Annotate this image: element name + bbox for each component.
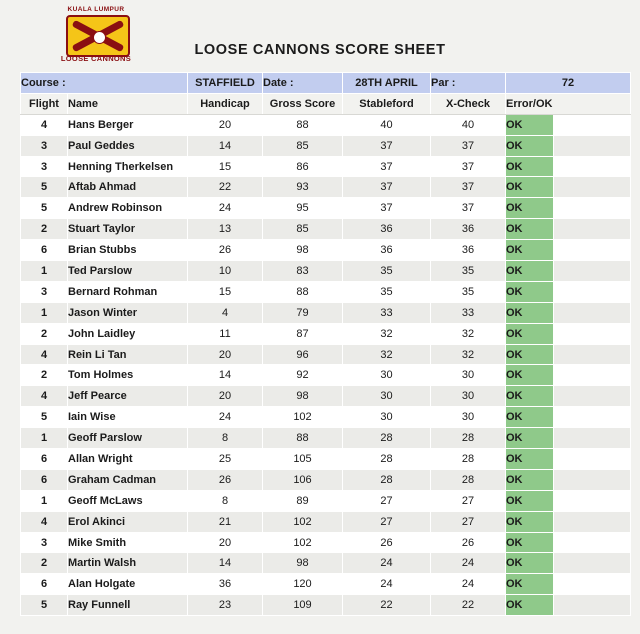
table-row	[21, 553, 631, 574]
cell-stableford: 30	[343, 407, 431, 428]
table-row	[21, 386, 631, 407]
cell-gross: 120	[263, 574, 343, 595]
cell-xcheck: 24	[431, 574, 506, 595]
cell-flight: 1	[21, 302, 68, 323]
cell-flight: 4	[21, 114, 68, 135]
cell-xcheck: 24	[431, 553, 506, 574]
cell-name: Geoff Parslow	[68, 428, 188, 449]
cell-stableford: 22	[343, 595, 431, 616]
table-row	[21, 595, 631, 616]
cell-flight: 2	[21, 323, 68, 344]
table-row	[21, 281, 631, 302]
cell-flight: 1	[21, 428, 68, 449]
status-badge: OK	[506, 219, 554, 240]
cell-gross: 92	[263, 365, 343, 386]
cell-xcheck: 37	[431, 156, 506, 177]
status-badge: OK	[506, 177, 554, 198]
cell-xcheck: 30	[431, 365, 506, 386]
cell-spacer	[554, 177, 631, 198]
column-header-gross: Gross Score	[263, 93, 343, 114]
cell-flight: 1	[21, 261, 68, 282]
status-badge: OK	[506, 449, 554, 470]
cell-spacer	[554, 344, 631, 365]
cell-gross: 86	[263, 156, 343, 177]
cell-xcheck: 27	[431, 490, 506, 511]
cell-stableford: 37	[343, 198, 431, 219]
cell-stableford: 30	[343, 365, 431, 386]
status-badge: OK	[506, 344, 554, 365]
cell-gross: 102	[263, 532, 343, 553]
cell-handicap: 26	[188, 469, 263, 490]
status-badge: OK	[506, 135, 554, 156]
cell-gross: 87	[263, 323, 343, 344]
cell-name: Jeff Pearce	[68, 386, 188, 407]
cell-xcheck: 30	[431, 407, 506, 428]
cell-xcheck: 35	[431, 281, 506, 302]
score-rows	[21, 114, 631, 615]
cell-flight: 5	[21, 198, 68, 219]
cell-handicap: 11	[188, 323, 263, 344]
cell-spacer	[554, 553, 631, 574]
cell-gross: 106	[263, 469, 343, 490]
cell-stableford: 35	[343, 281, 431, 302]
column-header-flight: Flight	[21, 93, 68, 114]
table-row	[21, 344, 631, 365]
cell-name: Bernard Rohman	[68, 281, 188, 302]
cell-handicap: 14	[188, 365, 263, 386]
cell-flight: 5	[21, 177, 68, 198]
column-header-error: Error/OK	[506, 93, 631, 114]
table-row	[21, 240, 631, 261]
cell-stableford: 36	[343, 219, 431, 240]
cell-gross: 79	[263, 302, 343, 323]
cell-gross: 96	[263, 344, 343, 365]
table-row	[21, 156, 631, 177]
cell-gross: 85	[263, 135, 343, 156]
cell-stableford: 27	[343, 511, 431, 532]
cell-xcheck: 33	[431, 302, 506, 323]
table-row	[21, 177, 631, 198]
date-value: 28TH APRIL	[343, 73, 431, 94]
table-row	[21, 219, 631, 240]
cell-spacer	[554, 281, 631, 302]
cell-stableford: 37	[343, 135, 431, 156]
cell-flight: 3	[21, 156, 68, 177]
cell-gross: 98	[263, 386, 343, 407]
cell-gross: 102	[263, 511, 343, 532]
cell-handicap: 14	[188, 553, 263, 574]
status-badge: OK	[506, 114, 554, 135]
status-badge: OK	[506, 302, 554, 323]
cell-stableford: 36	[343, 240, 431, 261]
table-row	[21, 198, 631, 219]
cell-xcheck: 40	[431, 114, 506, 135]
table-row	[21, 428, 631, 449]
table-row	[21, 469, 631, 490]
cell-stableford: 40	[343, 114, 431, 135]
cell-flight: 4	[21, 386, 68, 407]
date-label: Date :	[263, 73, 343, 94]
cell-xcheck: 36	[431, 219, 506, 240]
cell-name: Rein Li Tan	[68, 344, 188, 365]
status-badge: OK	[506, 261, 554, 282]
cell-flight: 3	[21, 532, 68, 553]
info-row	[21, 73, 631, 94]
cell-xcheck: 28	[431, 428, 506, 449]
cell-handicap: 8	[188, 490, 263, 511]
status-badge: OK	[506, 532, 554, 553]
cell-handicap: 20	[188, 532, 263, 553]
cell-stableford: 24	[343, 553, 431, 574]
cell-spacer	[554, 219, 631, 240]
table-row	[21, 114, 631, 135]
cell-name: Stuart Taylor	[68, 219, 188, 240]
cell-spacer	[554, 449, 631, 470]
cell-spacer	[554, 469, 631, 490]
cell-spacer	[554, 511, 631, 532]
cell-stableford: 32	[343, 344, 431, 365]
status-badge: OK	[506, 365, 554, 386]
cell-spacer	[554, 323, 631, 344]
cell-xcheck: 37	[431, 135, 506, 156]
cell-flight: 1	[21, 490, 68, 511]
cell-gross: 88	[263, 114, 343, 135]
cell-stableford: 28	[343, 428, 431, 449]
cell-handicap: 10	[188, 261, 263, 282]
cell-name: Martin Walsh	[68, 553, 188, 574]
cell-spacer	[554, 156, 631, 177]
cell-handicap: 4	[188, 302, 263, 323]
cell-handicap: 21	[188, 511, 263, 532]
cell-gross: 89	[263, 490, 343, 511]
logo-bottom-text: LOOSE CANNONS	[60, 54, 132, 63]
cell-flight: 6	[21, 469, 68, 490]
table-row	[21, 365, 631, 386]
cell-handicap: 36	[188, 574, 263, 595]
cell-stableford: 30	[343, 386, 431, 407]
score-table	[20, 72, 631, 616]
cell-stableford: 37	[343, 156, 431, 177]
table-row	[21, 407, 631, 428]
cell-gross: 102	[263, 407, 343, 428]
cell-stableford: 35	[343, 261, 431, 282]
cell-spacer	[554, 386, 631, 407]
status-badge: OK	[506, 574, 554, 595]
status-badge: OK	[506, 240, 554, 261]
cell-name: Hans Berger	[68, 114, 188, 135]
cell-stableford: 28	[343, 469, 431, 490]
par-label: Par :	[431, 73, 506, 94]
cell-name: Erol Akinci	[68, 511, 188, 532]
cell-handicap: 26	[188, 240, 263, 261]
logo-top-text: KUALA LUMPUR	[67, 6, 125, 13]
cell-xcheck: 30	[431, 386, 506, 407]
cell-gross: 88	[263, 281, 343, 302]
cell-gross: 88	[263, 428, 343, 449]
table-row	[21, 511, 631, 532]
cell-xcheck: 26	[431, 532, 506, 553]
cell-name: Aftab Ahmad	[68, 177, 188, 198]
status-badge: OK	[506, 428, 554, 449]
column-header-stableford: Stableford	[343, 93, 431, 114]
column-header-xcheck: X-Check	[431, 93, 506, 114]
cell-handicap: 13	[188, 219, 263, 240]
cell-name: Andrew Robinson	[68, 198, 188, 219]
table-row	[21, 261, 631, 282]
cell-gross: 95	[263, 198, 343, 219]
cell-spacer	[554, 302, 631, 323]
table-row	[21, 323, 631, 344]
cell-gross: 98	[263, 240, 343, 261]
cell-stableford: 32	[343, 323, 431, 344]
cell-stableford: 27	[343, 490, 431, 511]
cell-xcheck: 32	[431, 323, 506, 344]
cell-flight: 2	[21, 219, 68, 240]
table-row	[21, 490, 631, 511]
status-badge: OK	[506, 469, 554, 490]
status-badge: OK	[506, 553, 554, 574]
status-badge: OK	[506, 323, 554, 344]
column-header-name: Name	[68, 93, 188, 114]
cell-handicap: 24	[188, 198, 263, 219]
cell-xcheck: 37	[431, 198, 506, 219]
table-row	[21, 135, 631, 156]
cell-handicap: 24	[188, 407, 263, 428]
cell-handicap: 20	[188, 386, 263, 407]
status-badge: OK	[506, 490, 554, 511]
cell-name: Alan Holgate	[68, 574, 188, 595]
cell-name: Ray Funnell	[68, 595, 188, 616]
cell-spacer	[554, 490, 631, 511]
cell-stableford: 33	[343, 302, 431, 323]
cell-xcheck: 28	[431, 449, 506, 470]
cell-stableford: 24	[343, 574, 431, 595]
cell-spacer	[554, 365, 631, 386]
cell-spacer	[554, 407, 631, 428]
cell-gross: 109	[263, 595, 343, 616]
cell-spacer	[554, 574, 631, 595]
cell-flight: 2	[21, 553, 68, 574]
status-badge: OK	[506, 595, 554, 616]
cell-name: Ted Parslow	[68, 261, 188, 282]
course-label: Course :	[21, 73, 188, 94]
cell-stableford: 26	[343, 532, 431, 553]
cell-flight: 3	[21, 281, 68, 302]
cell-name: Geoff McLaws	[68, 490, 188, 511]
cell-flight: 5	[21, 407, 68, 428]
status-badge: OK	[506, 511, 554, 532]
column-header-handicap: Handicap	[188, 93, 263, 114]
table-row	[21, 449, 631, 470]
cell-xcheck: 28	[431, 469, 506, 490]
cell-handicap: 8	[188, 428, 263, 449]
cell-name: Allan Wright	[68, 449, 188, 470]
cell-gross: 83	[263, 261, 343, 282]
cell-spacer	[554, 240, 631, 261]
cell-xcheck: 27	[431, 511, 506, 532]
cell-handicap: 23	[188, 595, 263, 616]
cell-spacer	[554, 198, 631, 219]
cell-gross: 93	[263, 177, 343, 198]
cell-xcheck: 35	[431, 261, 506, 282]
cell-name: Graham Cadman	[68, 469, 188, 490]
cell-xcheck: 37	[431, 177, 506, 198]
column-header-row	[21, 93, 631, 114]
table-row	[21, 574, 631, 595]
cell-flight: 6	[21, 574, 68, 595]
cell-xcheck: 22	[431, 595, 506, 616]
cell-flight: 3	[21, 135, 68, 156]
cell-name: Paul Geddes	[68, 135, 188, 156]
cell-handicap: 14	[188, 135, 263, 156]
cell-name: Brian Stubbs	[68, 240, 188, 261]
cell-name: John Laidley	[68, 323, 188, 344]
cell-name: Tom Holmes	[68, 365, 188, 386]
status-badge: OK	[506, 281, 554, 302]
cell-xcheck: 36	[431, 240, 506, 261]
cell-spacer	[554, 532, 631, 553]
cell-gross: 98	[263, 553, 343, 574]
cell-name: Jason Winter	[68, 302, 188, 323]
cell-spacer	[554, 114, 631, 135]
cell-flight: 4	[21, 511, 68, 532]
table-row	[21, 532, 631, 553]
cell-spacer	[554, 135, 631, 156]
cell-handicap: 20	[188, 344, 263, 365]
status-badge: OK	[506, 407, 554, 428]
cell-handicap: 25	[188, 449, 263, 470]
table-row	[21, 302, 631, 323]
par-value: 72	[506, 73, 631, 94]
cell-flight: 4	[21, 344, 68, 365]
status-badge: OK	[506, 386, 554, 407]
status-badge: OK	[506, 156, 554, 177]
sheet-header	[0, 0, 640, 72]
cell-handicap: 15	[188, 281, 263, 302]
cell-name: Iain Wise	[68, 407, 188, 428]
cell-spacer	[554, 595, 631, 616]
cell-gross: 105	[263, 449, 343, 470]
status-badge: OK	[506, 198, 554, 219]
cell-name: Mike Smith	[68, 532, 188, 553]
cell-flight: 2	[21, 365, 68, 386]
cell-handicap: 22	[188, 177, 263, 198]
cell-flight: 6	[21, 449, 68, 470]
cell-name: Henning Therkelsen	[68, 156, 188, 177]
cell-gross: 85	[263, 219, 343, 240]
cell-spacer	[554, 261, 631, 282]
cell-stableford: 37	[343, 177, 431, 198]
cell-spacer	[554, 428, 631, 449]
course-value: STAFFIELD	[188, 73, 263, 94]
page-title: LOOSE CANNONS SCORE SHEET	[194, 42, 446, 58]
cell-flight: 5	[21, 595, 68, 616]
cell-xcheck: 32	[431, 344, 506, 365]
cell-handicap: 20	[188, 114, 263, 135]
cell-stableford: 28	[343, 449, 431, 470]
cell-flight: 6	[21, 240, 68, 261]
cell-handicap: 15	[188, 156, 263, 177]
